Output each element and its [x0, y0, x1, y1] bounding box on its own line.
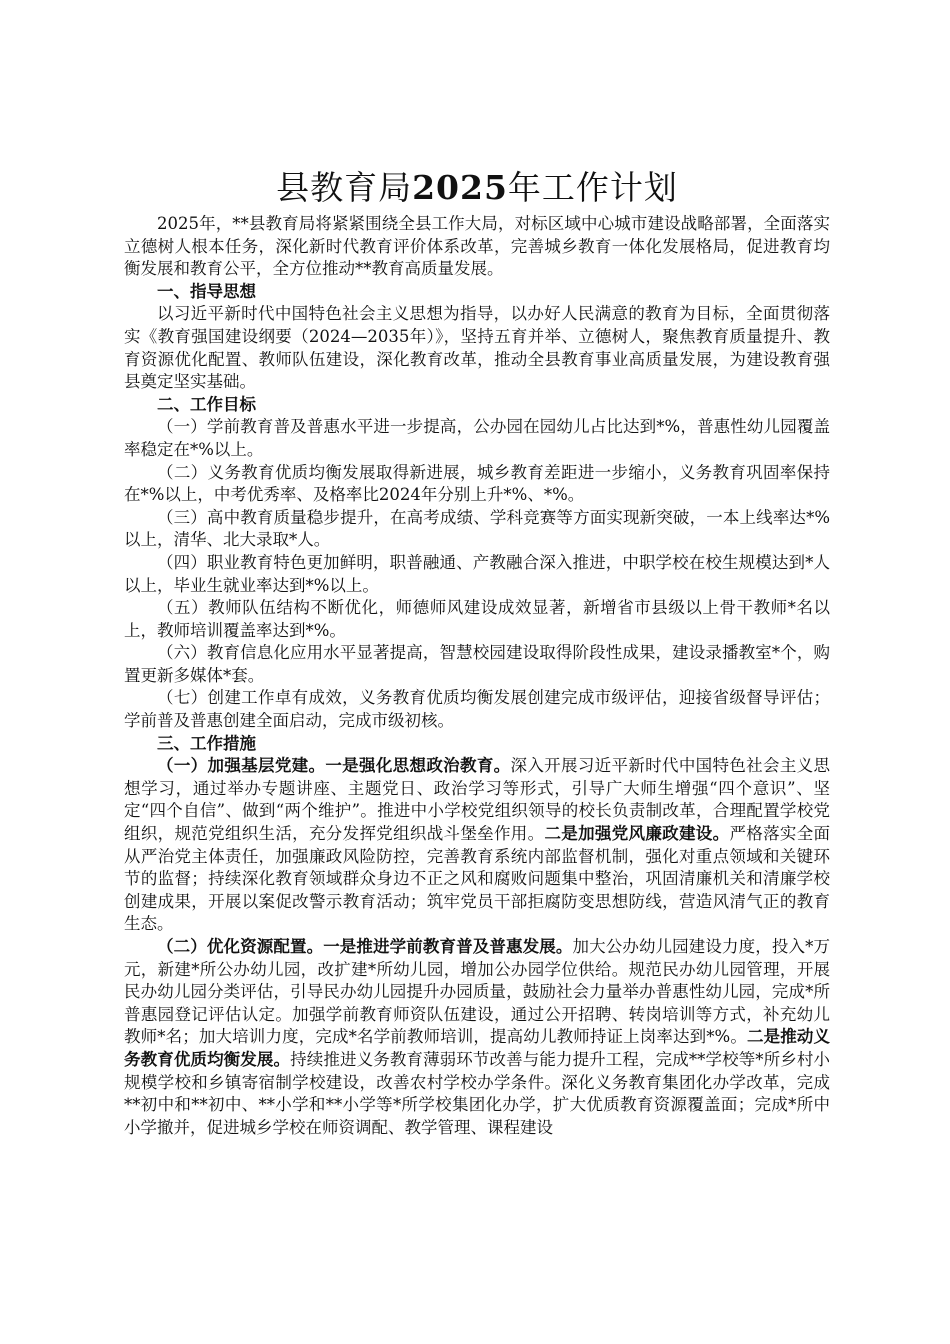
- document-title: [124, 165, 830, 211]
- title-suffix: 年工作计划: [507, 168, 678, 207]
- guiding-paragraph: 以习近平新时代中国特色社会主义思想为指导，以办好人民满意的教育为目标，全面贯彻落实《教育强国建设纲要（2024—2035年）》，坚持五育并举、立德树人，聚焦教育质量提升、教育资源优化配置、教师队伍建设，深化教育改革，推动全县教育事业高质量发展，为建设教育强县奠定坚实基础。: [124, 304, 830, 392]
- measure-label: （一）加强基层党建。: [157, 756, 326, 776]
- measure-party-building: [124, 755, 830, 936]
- goal-item: （四）职业教育特色更加鲜明，职普融通、产教融合深入推进，中职学校在校生规模达到*人以上，毕业生就业率达到*%以上。: [124, 552, 830, 595]
- goal-item: （二）义务教育优质均衡发展取得新进展，城乡教育差距进一步缩小，义务教育巩固率保持在*%以上，中考优秀率、及格率比2024年分别上升*%、*%。: [124, 462, 830, 505]
- measure-text: 加大公办幼儿园建设力度，投入*万元，新建*所公办幼儿园，改扩建*所幼儿园，增加公办园学位供给。规范民办幼儿园管理，开展民办幼儿园分类评估，引导民办幼儿园提升办园质量，鼓励社会力量举办普惠性幼儿园，完成*所普惠园登记评估认定。加强学前教育师资队伍建设，通过公开招聘、转岗培训等方式，补充幼儿教师*名；加大培训力度，完成*名学前教师培训，提高幼儿教师持证上岗率达到*%。: [124, 937, 831, 1047]
- measure-resource-allocation: [124, 936, 830, 1139]
- section-heading-measures: 三、工作措施: [157, 733, 256, 753]
- goal-item: （五）教师队伍结构不断优化，师德师风建设成效显著，新增省市县级以上骨干教师*名以上，教师培训覆盖率达到*%。: [124, 598, 830, 640]
- goal-item: （六）教育信息化应用水平显著提高，智慧校园建设取得阶段性成果，建设录播教室*个，购置更新多媒体*套。: [124, 643, 830, 685]
- measure-sub-label: 二是推动义务教育优质均衡发展。: [124, 1027, 830, 1069]
- measure-label: （二）优化资源配置。: [157, 937, 324, 956]
- measure-sub-label: 一是强化思想政治教育。: [325, 756, 511, 776]
- goal-item: （七）创建工作卓有成效，义务教育优质均衡发展创建完成市级评估，迎接省级督导评估；学前普及普惠创建全面启动，完成市级初核。: [124, 688, 830, 731]
- document-body: [124, 165, 830, 1139]
- section-heading-guiding: 一、指导思想: [157, 281, 256, 301]
- goal-item: （一）学前教育普及普惠水平进一步提高，公办园在园幼儿占比达到*%，普惠性幼儿园覆盖率稳定在*%以上。: [124, 417, 830, 459]
- measure-text: 持续推进义务教育薄弱环节改善与能力提升工程，完成**学校等*所乡村小规模学校和乡镇寄宿制学校建设，改善农村学校办学条件。深化义务教育集团化办学改革，完成**初中和**初中、**小学和**小学等*所学校集团化办学，扩大优质教育资源覆盖面；完成*所中小学撤并，促进城乡学校在师资调配、教学管理、课程建设: [124, 1049, 831, 1137]
- title-year: 2025: [412, 168, 508, 207]
- title-prefix: 县教育局: [276, 168, 413, 207]
- measure-text: 深入开展习近平新时代中国特色社会主义思想学习，通过举办专题讲座、主题党日、政治学习等形式，引导广大师生增强“四个意识”、坚定“四个自信”、做到“两个维护”。推进中小学校党组织领导的校长负责制改革，合理配置学校党组织，规范党组织生活，充分发挥党组织战斗堡垒作用。: [124, 756, 831, 844]
- section-heading-goals: 二、工作目标: [157, 394, 256, 414]
- measure-sub-label: 二是加强党风廉政建设。: [544, 824, 730, 844]
- measure-text: 严格落实全面从严治党主体责任，加强廉政风险防控，完善教育系统内部监督机制，强化对重点领域和关键环节的监督；持续深化教育领域群众身边不正之风和腐败问题集中整治，巩固清廉机关和清廉学校创建成果，开展以案促改警示教育活动；筑牢党员干部拒腐防变思想防线，营造风清气正的教育生态。: [124, 824, 831, 934]
- measure-sub-label: 一是推进学前教育普及普惠发展。: [323, 937, 573, 956]
- goal-item: （三）高中教育质量稳步提升，在高考成绩、学科竞赛等方面实现新突破，一本上线率达*%以上，清华、北大录取*人。: [124, 507, 830, 550]
- intro-paragraph: 2025年，**县教育局将紧紧围绕全县工作大局，对标区域中心城市建设战略部署，全面落实立德树人根本任务，深化新时代教育评价体系改革，完善城乡教育一体化发展格局，促进教育均衡发展和教育公平，全方位推动**教育高质量发展。: [124, 214, 830, 279]
